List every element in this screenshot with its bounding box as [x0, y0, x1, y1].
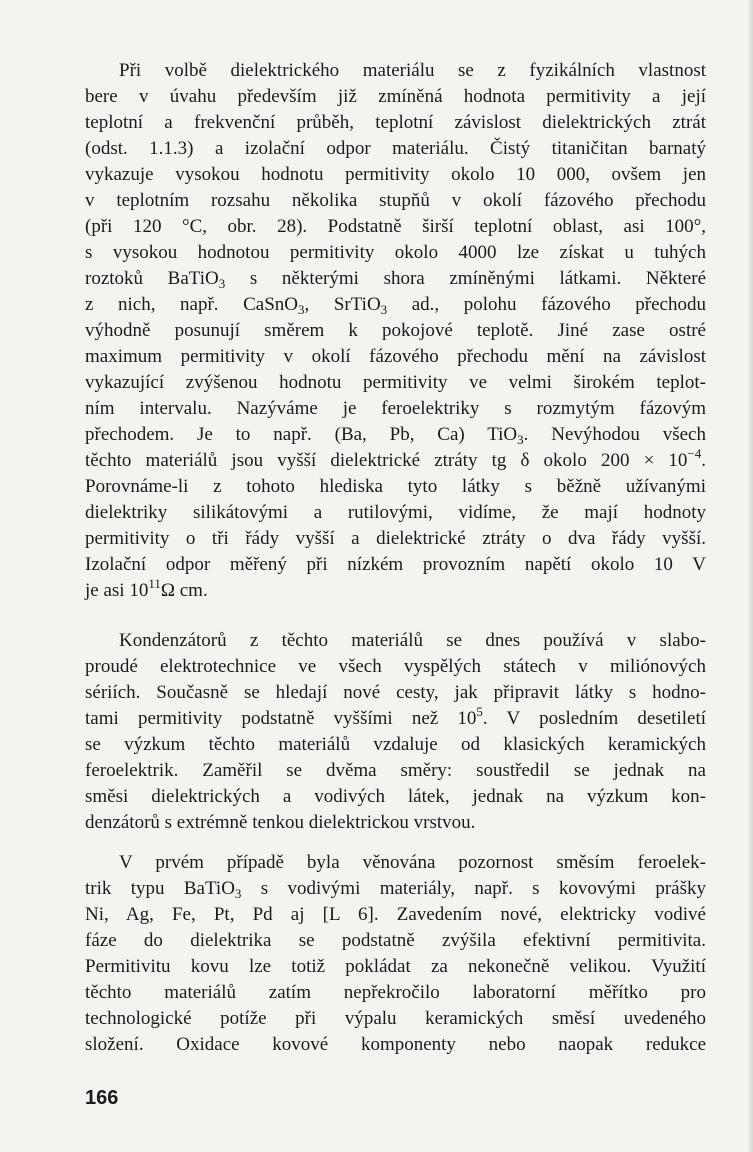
text-line: těchto materiálů zatím nepřekročilo laboratorní měřítko pro	[85, 982, 706, 1003]
text-line: teplotní a frekvenční průběh, teplotní závislost dielektrických ztrát	[85, 112, 706, 133]
text-line: výhodně posunují směrem k pokojové teplotě. Jiné zase ostré	[85, 320, 706, 341]
text-line: proudé elektrotechnice ve všech vyspělých státech v miliónových	[85, 656, 706, 677]
superscript: 5	[476, 704, 483, 719]
text-line: s vysokou hodnotou permitivity okolo 4000 lze získat u tuhých	[85, 242, 706, 263]
text-segment: těchto materiálů jsou vyšší dielektrické ztráty tg δ okolo 200 × 10	[85, 450, 688, 471]
text-line: v teplotním rozsahu několika stupňů v okolí fázového přechodu	[85, 190, 706, 211]
subscript: 3	[218, 276, 226, 291]
text-line: feroelektrik. Zaměřil se dvěma směry: soustředil se jednak na	[85, 760, 706, 781]
text-line: maximum permitivity v okolí fázového přechodu mění na závislost	[85, 346, 706, 367]
text-line	[85, 876, 706, 902]
text-line: Porovnáme-li z tohoto hlediska tyto látky s běžně užívanými	[85, 476, 706, 497]
body-text	[85, 58, 706, 1058]
text-segment: s některými shora zmíněnými látkami. Některé	[225, 268, 706, 289]
text-line: technologické potíže při výpalu keramických směsí uvedeného	[85, 1008, 706, 1029]
text-segment: . V posledním desetiletí	[482, 708, 706, 729]
text-line: (odst. 1.1.3) a izolační odpor materiálu. Čistý titaničitan barnatý	[85, 138, 706, 159]
text-line: vykazující zvýšenou hodnotu permitivity ve velmi širokém teplot-	[85, 372, 706, 393]
subscript: 3	[380, 302, 388, 317]
text-line: denzátorů s extrémně tenkou dielektrickou vrstvou.	[85, 812, 476, 833]
subscript: 3	[234, 886, 242, 901]
text-line: (při 120 °C, obr. 28). Podstatně širší teplotní oblast, asi 100°,	[85, 216, 706, 237]
text-segment: , SrTiO	[304, 294, 381, 315]
page-edge-shadow	[747, 0, 753, 1152]
text-line: sériích. Současně se hledají nové cesty, jak připravit látky s hodno-	[85, 682, 706, 703]
text-line	[85, 706, 706, 732]
text-line: Izolační odpor měřený při nízkém provozním napětí okolo 10 V	[85, 554, 706, 575]
subscript: 3	[517, 432, 524, 447]
text-segment: Ω cm.	[160, 580, 208, 601]
text-segment: .	[701, 450, 706, 471]
paragraph	[85, 628, 706, 836]
paragraph	[85, 58, 706, 604]
text-segment: roztoků BaTiO	[85, 268, 219, 289]
text-line	[85, 448, 706, 474]
text-line: složení. Oxidace kovové komponenty nebo naopak redukce	[85, 1034, 706, 1055]
text-line: dielektriky silikátovými a rutilovými, vidíme, že mají hodnoty	[85, 502, 706, 523]
text-line: Ni, Ag, Fe, Pt, Pd aj [L 6]. Zavedením nové, elektricky vodivé	[85, 904, 706, 925]
page-number: 166	[85, 1087, 119, 1109]
text-segment: tami permitivity podstatně vyššími než 10	[85, 708, 477, 729]
text-line: permitivity o tři řády vyšší a dielektrické ztráty o dva řády vyšší.	[85, 528, 706, 549]
superscript: −4	[687, 446, 702, 461]
text-line: vykazuje vysokou hodnotu permitivity okolo 10 000, ovšem jen	[85, 164, 706, 185]
text-line	[85, 266, 706, 292]
text-line	[85, 422, 706, 448]
text-line	[85, 292, 706, 318]
text-line: bere v úvahu především již zmíněná hodnota permitivity a její	[85, 86, 706, 107]
text-line: ním intervalu. Nazýváme je feroelektriky s rozmytým fázovým	[85, 398, 706, 419]
text-line: V prvém případě byla věnována pozornost směsím feroelek-	[119, 852, 706, 873]
text-line: směsi dielektrických a vodivých látek, jednak na výzkum kon-	[85, 786, 706, 807]
paragraph	[85, 850, 706, 1058]
text-segment: je asi 10	[85, 580, 149, 601]
text-line: se výzkum těchto materiálů vzdaluje od klasických keramických	[85, 734, 706, 755]
text-line: Kondenzátorů z těchto materiálů se dnes používá v slabo-	[119, 630, 706, 651]
text-segment: s vodivými materiály, např. s kovovými prášky	[241, 878, 706, 899]
text-segment: z nich, např. CaSnO	[85, 294, 299, 315]
text-segment: trik typu BaTiO	[85, 878, 235, 899]
text-line	[85, 578, 706, 604]
subscript: 3	[298, 302, 305, 317]
text-line: Při volbě dielektrického materiálu se z fyzikálních vlastnost	[119, 60, 706, 81]
text-segment: přechodem. Je to např. (Ba, Pb, Ca) TiO	[85, 424, 518, 445]
text-line: Permitivitu kovu lze totiž pokládat za nekonečně velikou. Využití	[85, 956, 706, 977]
superscript: 11	[148, 576, 161, 591]
text-segment: . Nevýhodou všech	[523, 424, 706, 445]
text-line: fáze do dielektrika se podstatně zvýšila efektivní permitivita.	[85, 930, 706, 951]
text-segment: ad., polohu fázového přechodu	[387, 294, 706, 315]
